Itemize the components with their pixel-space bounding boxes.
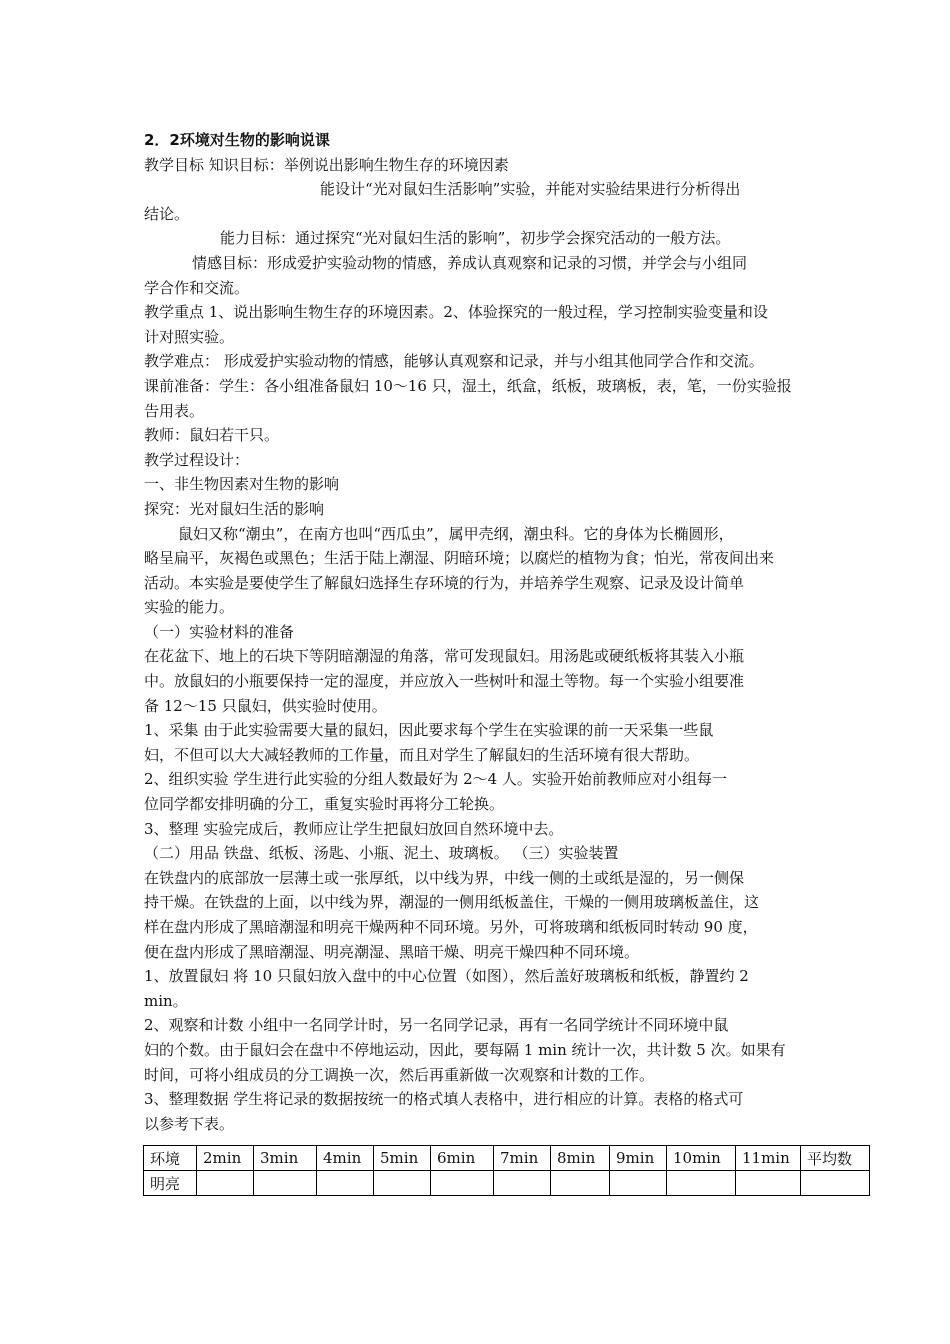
table-cell: [551, 1171, 610, 1196]
text-line: 妇的个数。由于鼠妇会在盘中不停地运动，因此，要每隔 1 min 统计一次，共计数 5 次。如果有: [144, 1040, 786, 1059]
table-cell: [610, 1171, 667, 1196]
text-line: 计对照实验。: [144, 327, 235, 346]
table-cell: [801, 1171, 870, 1196]
text-line: 情感目标：形成爱护实验动物的情感，养成认真观察和记录的习惯，并学会与小组同: [192, 253, 748, 272]
table-cell: [254, 1171, 317, 1196]
text-line: 教学重点 1、说出影响生物生存的环境因素。2、体验探究的一般过程，学习控制实验变量和设: [144, 303, 768, 322]
text-line: 活动。本实验是要使学生了解鼠妇选择生存环境的行为，并培养学生观察、记录及设计简单: [144, 573, 745, 592]
table-header-cell: 11min: [736, 1146, 801, 1171]
table-cell: [431, 1171, 494, 1196]
text-line: （一）实验材料的准备: [144, 622, 295, 641]
text-line: 以参考下表。: [144, 1114, 235, 1133]
table-row: [144, 1171, 870, 1196]
text-line: 教师：鼠妇若干只。: [144, 426, 280, 445]
text-line: 样在盘内形成了黑暗潮湿和明亮干燥两种不同环境。另外，可将玻璃和纸板同时转动 90 度，: [144, 918, 758, 936]
text-line: 位同学都安排明确的分工，重复实验时再将分工轮换。: [144, 795, 505, 814]
table-cell: [736, 1171, 801, 1196]
table-header-row: [144, 1146, 870, 1171]
text-line: 告用表。: [144, 401, 205, 420]
table-cell: 明亮: [144, 1171, 197, 1196]
data-table: [143, 1145, 870, 1196]
table-header-cell: 6min: [431, 1146, 494, 1171]
text-line: 3、整理数据 学生将记录的数据按统一的格式填人表格中，进行相应的计算。表格的格式可: [144, 1090, 744, 1109]
text-line: 备 12～15 只鼠妇，供实验时使用。: [144, 696, 387, 715]
text-line: 鼠妇又称“潮虫”，在南方也叫“西瓜虫”，属甲壳纲，潮虫科。它的身体为长椭圆形，: [178, 524, 734, 543]
table-header-cell: 5min: [374, 1146, 431, 1171]
text-line: 中。放鼠妇的小瓶要保持一定的湿度，并应放入一些树叶和湿土等物。每一个实验小组要准: [144, 672, 745, 691]
table-cell: [317, 1171, 374, 1196]
table-header-cell: 平均数: [801, 1146, 870, 1171]
text-line: 妇，不但可以大大减轻教师的工作量，而且对学生了解鼠妇的生活环境有很大帮助。: [144, 745, 700, 764]
text-line: 略呈扁平，灰褐色或黑色；生活于陆上潮湿、阴暗环境；以腐烂的植物为食；怕光，常夜间出来: [144, 549, 775, 568]
table-cell: [197, 1171, 254, 1196]
text-line: 学合作和交流。: [144, 278, 250, 297]
text-line: 实验的能力。: [144, 598, 235, 617]
text-line: 教学难点： 形成爱护实验动物的情感，能够认真观察和记录，并与小组其他同学合作和交流。: [144, 352, 764, 371]
table-header-cell: 4min: [317, 1146, 374, 1171]
text-line: 2、组织实验 学生进行此实验的分组人数最好为 2～4 人。实验开始前教师应对小组每一: [144, 770, 727, 789]
text-line: 教学过程设计：: [144, 450, 250, 469]
text-line: min。: [144, 991, 188, 1010]
text-line: 2、观察和计数 小组中一名同学计时，另一名同学记录，再有一名同学统计不同环境中鼠: [144, 1016, 729, 1035]
table-header-cell: 3min: [254, 1146, 317, 1171]
table-header-cell: 7min: [494, 1146, 551, 1171]
table-header-cell: 8min: [551, 1146, 610, 1171]
text-line: （二）用品 铁盘、纸板、汤匙、小瓶、泥土、玻璃板。 （三）实验装置: [144, 844, 619, 863]
text-line: 3、整理 实验完成后，教师应让学生把鼠妇放回自然环境中去。: [144, 819, 564, 838]
text-line: 持干燥。在铁盘的上面，以中线为界，潮湿的一侧用纸板盖住，干燥的一侧用玻璃板盖住，这: [144, 893, 760, 912]
text-line: 能力目标：通过探究“光对鼠妇生活的影响”，初步学会探究活动的一般方法。: [220, 229, 731, 248]
table-header-cell: 2min: [197, 1146, 254, 1171]
text-line: 在铁盘内的底部放一层薄土或一张厚纸，以中线为界，中线一侧的土或纸是湿的，另一侧保: [144, 868, 745, 887]
text-line: 能设计“光对鼠妇生活影响”实验，并能对实验结果进行分析得出: [320, 180, 741, 199]
text-line: 1、采集 由于此实验需要大量的鼠妇，因此要求每个学生在实验课的前一天采集一些鼠: [144, 721, 714, 740]
text-line: 一、非生物因素对生物的影响: [144, 475, 340, 494]
text-line: 结论。: [144, 204, 190, 223]
text-line: 时间，可将小组成员的分工调换一次，然后再重新做一次观察和计数的工作。: [144, 1065, 655, 1084]
table-header-cell: 9min: [610, 1146, 667, 1171]
table-header-cell: 10min: [667, 1146, 736, 1171]
table-cell: [667, 1171, 736, 1196]
text-line: 探究：光对鼠妇生活的影响: [144, 499, 325, 518]
text-line: 在花盆下、地上的石块下等阴暗潮湿的角落，常可发现鼠妇。用汤匙或硬纸板将其装入小瓶: [144, 647, 745, 666]
text-line: 1、放置鼠妇 将 10 只鼠妇放入盘中的中心位置（如图），然后盖好玻璃板和纸板，静置约 2: [144, 967, 749, 986]
text-line: 课前准备：学生：各小组准备鼠妇 10～16 只，湿土，纸盒，纸板，玻璃板，表，笔，一份实验报: [144, 376, 792, 395]
document-body: [144, 128, 812, 1136]
table-cell: [494, 1171, 551, 1196]
table-header-cell: 环境: [144, 1146, 197, 1171]
table-cell: [374, 1171, 431, 1196]
text-line: 教学目标 知识目标：举例说出影响生物生存的环境因素: [144, 155, 509, 174]
document-title: 2．2环境对生物的影响说课: [144, 131, 330, 149]
text-line: 便在盘内形成了黑暗潮湿、明亮潮湿、黑暗干燥、明亮干燥四种不同环境。: [144, 942, 640, 961]
